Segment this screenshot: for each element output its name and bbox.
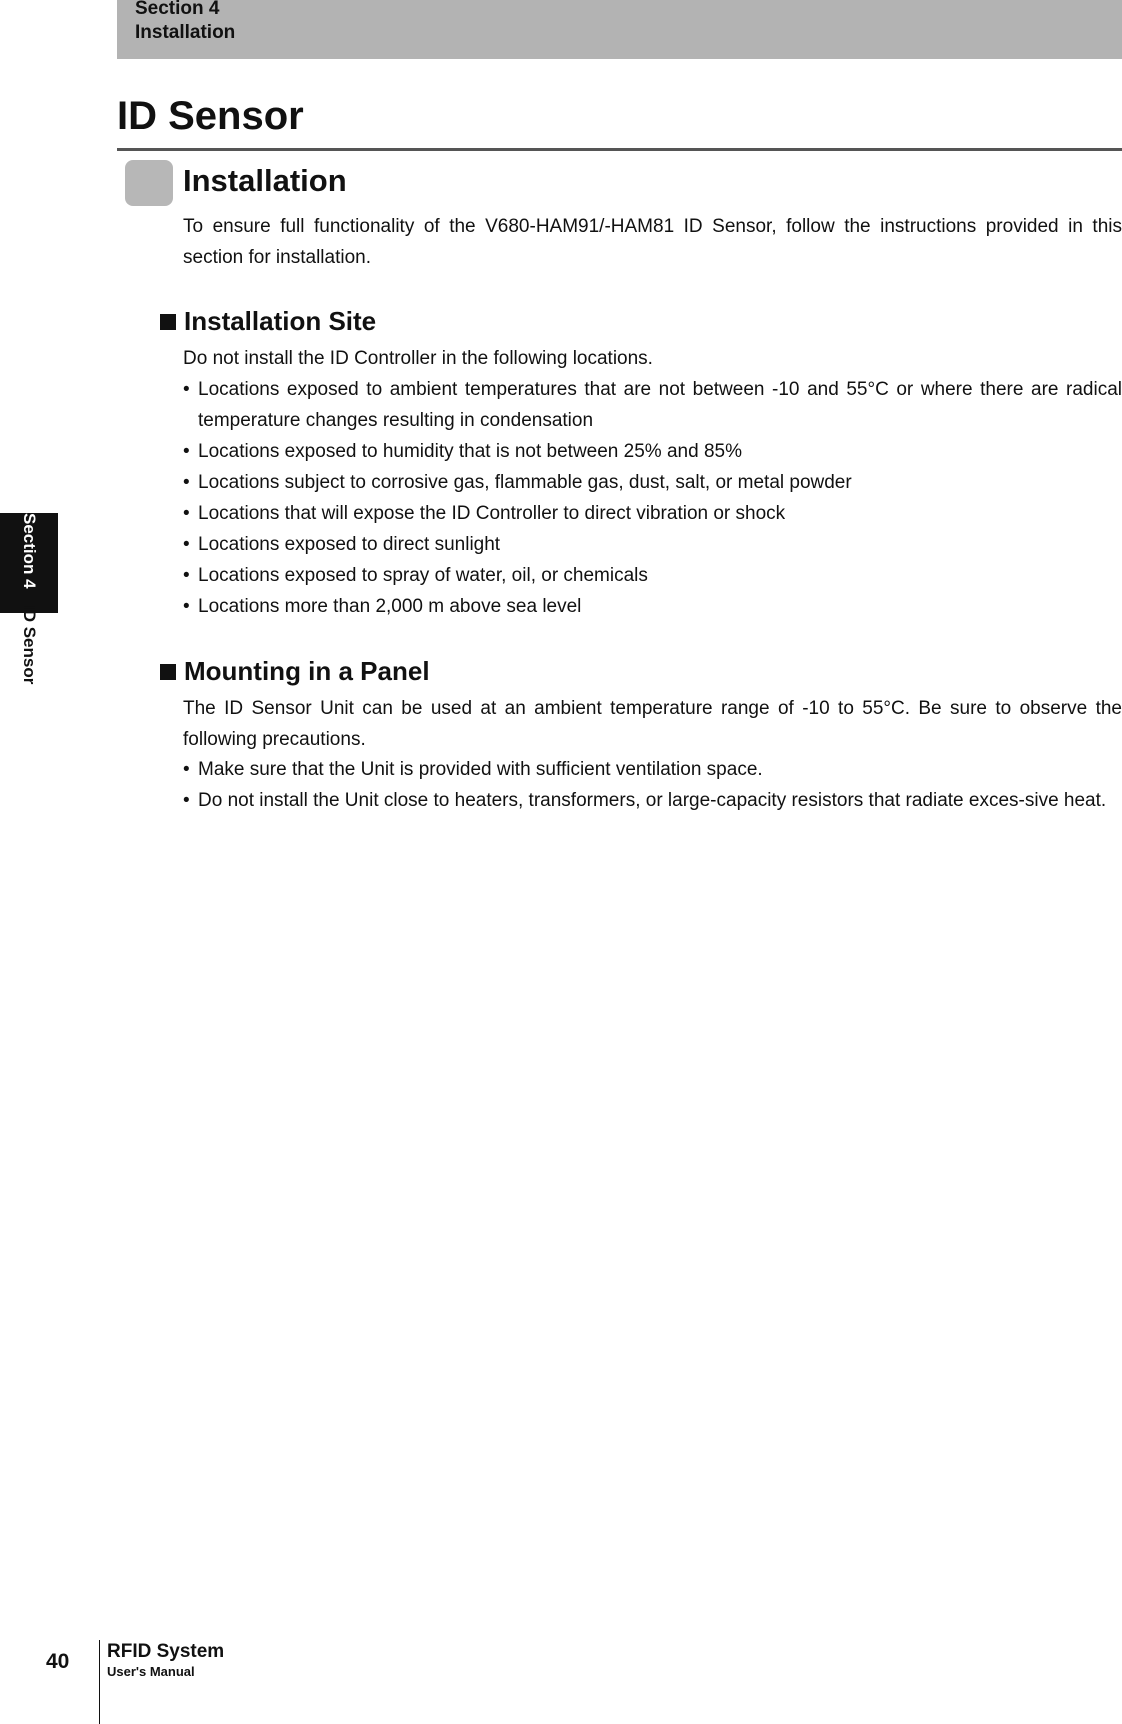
bullet-icon: • [183,379,190,400]
side-tab-topic: ID Sensor [20,605,39,685]
list-item: • Locations exposed to ambient temperatures that are not between -10 and 55°C or where there are radical temperature changes resulting in condensation [183,374,1122,436]
bullet-icon: • [183,790,190,811]
list-item: • Locations exposed to spray of water, oil, or chemicals [183,560,1122,591]
list-item: • Locations more than 2,000 m above sea level [183,591,1122,622]
bullet-icon: • [183,472,190,493]
header-section-title: Installation [135,22,236,43]
square-bullet-icon [160,664,176,680]
bullet-icon: • [183,534,190,555]
bullet-icon: • [183,759,190,780]
footer-subtitle: User's Manual [107,1664,195,1679]
side-tab-section-label: Section 4 [20,513,39,589]
bullet-icon: • [183,596,190,617]
mounting-heading-text: Mounting in a Panel [184,656,430,686]
running-header [117,0,1122,59]
footer-divider [99,1640,100,1724]
header-section-label: Section 4 [135,0,220,19]
list-item: • Do not install the Unit close to heaters, transformers, or large-capacity resistors that radiate exces-sive heat. [183,785,1122,816]
bullet-icon: • [183,565,190,586]
list-item: • Locations exposed to direct sunlight [183,529,1122,560]
installation-site-list [183,374,1122,622]
list-item: • Locations exposed to humidity that is not between 25% and 85% [183,436,1122,467]
side-tab-text [14,513,44,685]
list-item: • Locations subject to corrosive gas, flammable gas, dust, salt, or metal powder [183,467,1122,498]
page-number: 40 [46,1650,70,1673]
section-marker-icon [125,160,173,206]
mounting-intro: The ID Sensor Unit can be used at an ambient temperature range of -10 to 55°C. Be sure to observe the following precautions. [183,698,1122,750]
installation-site-intro: Do not install the ID Controller in the following locations. [183,348,653,369]
installation-intro: To ensure full functionality of the V680-HAM91/-HAM81 ID Sensor, follow the instructions provided in this section for installation. [183,216,1122,268]
installation-site-heading-text: Installation Site [184,306,377,336]
mounting-heading [160,656,430,687]
square-bullet-icon [160,314,176,330]
list-item: • Make sure that the Unit is provided with sufficient ventilation space. [183,754,1122,785]
footer-title: RFID System [107,1641,225,1662]
mounting-list [183,754,1122,816]
bullet-icon: • [183,441,190,462]
installation-site-heading [160,306,376,337]
page-title: ID Sensor [117,94,304,138]
list-item: • Locations that will expose the ID Controller to direct vibration or shock [183,498,1122,529]
bullet-icon: • [183,503,190,524]
title-divider [117,148,1122,151]
installation-heading: Installation [183,163,347,198]
